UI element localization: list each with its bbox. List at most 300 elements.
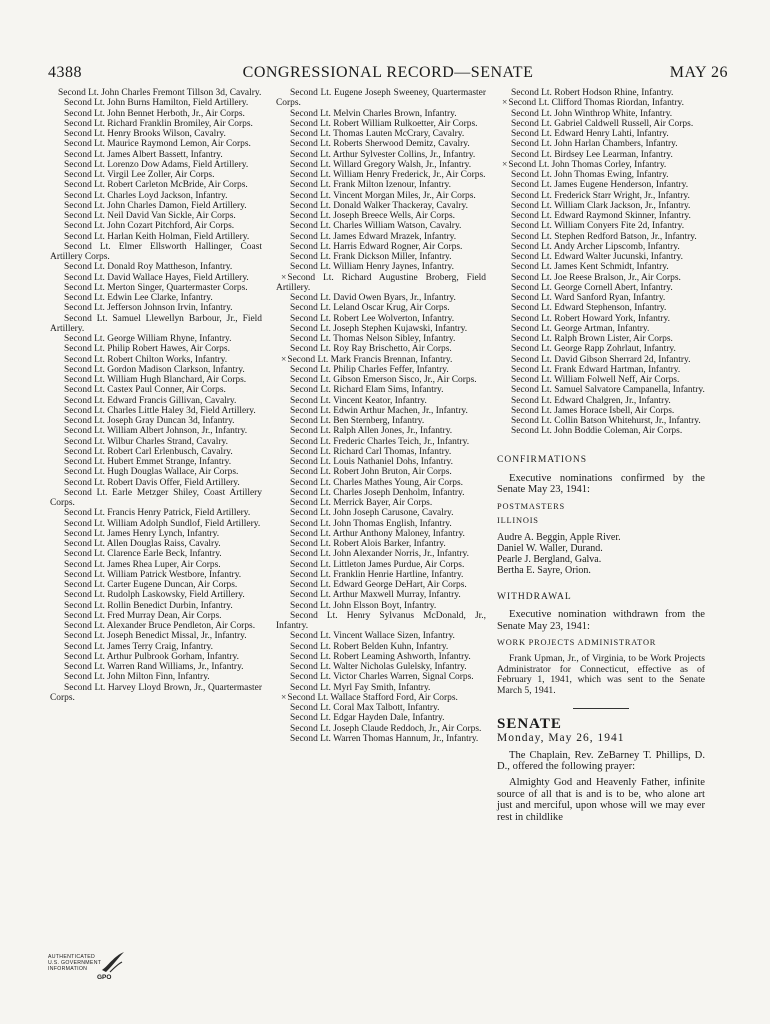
nomination-text: Second Lt. Fred Murray Dean, Air Corps. <box>64 610 222 621</box>
nomination-entry <box>276 365 486 375</box>
nomination-text: Second Lt. Eugene Joseph Sweeney, Quartermaster Corps. <box>276 88 486 109</box>
nomination-text: Second Lt. Joseph Benedict Missal, Jr., Infantry. <box>64 631 247 642</box>
nomination-text: Second Lt. Merrick Bayer, Air Corps. <box>290 498 433 508</box>
nomination-entry <box>497 426 705 436</box>
nomination-entry <box>276 232 486 242</box>
nomination-text: Second Lt. John Thomas English, Infantry. <box>290 518 452 529</box>
nomination-entry <box>497 211 705 221</box>
nomination-text: Second Lt. Alexander Bruce Pendleton, Air Corps. <box>64 621 256 631</box>
nomination-entry <box>276 426 486 436</box>
nomination-text: Second Lt. Robert Carl Erlenbusch, Cavalry. <box>64 446 233 457</box>
nomination-entry <box>50 273 262 283</box>
nomination-entry <box>50 98 262 108</box>
nomination-entry <box>276 109 486 119</box>
nomination-text: Second Lt. James Albert Bassett, Infantry. <box>64 149 223 160</box>
nomination-text: Second Lt. Charles Little Haley 3d, Field Artillery. <box>64 405 256 416</box>
nomination-text: Second Lt. Edward Walter Jucunski, Infantry. <box>511 252 683 262</box>
nomination-entry <box>276 549 486 559</box>
nomination-text: Second Lt. Earle Metzger Shiley, Coast Artillery Corps. <box>50 487 262 508</box>
nomination-text: Second Lt. Edward Henry Lahti, Infantry. <box>511 129 669 139</box>
nomination-entry <box>50 293 262 303</box>
nomination-entry <box>276 273 486 294</box>
nomination-text: Second Lt. Richard Augustine Broberg, Field Artillery. <box>276 272 486 293</box>
nomination-entry <box>497 160 705 170</box>
nomination-text: Second Lt. Robert William Rulkoetter, Air Corps. <box>290 118 478 129</box>
nomination-entry <box>50 283 262 293</box>
nomination-text: Second Lt. Robert Hodson Rhine, Infantry. <box>511 88 674 98</box>
page-header <box>48 64 728 86</box>
nomination-text: Second Lt. James Kent Schmidt, Infantry. <box>511 262 669 273</box>
nomination-text: Second Lt. Arthur Maxwell Murray, Infantry. <box>290 590 461 601</box>
nomination-entry <box>50 201 262 211</box>
nomination-entry <box>497 303 705 313</box>
nomination-text: Second Lt. Edwin Arthur Machen, Jr., Infantry. <box>290 405 468 416</box>
nomination-text: Second Lt. Harlan Keith Holman, Field Artillery. <box>64 231 250 242</box>
nomination-entry <box>50 437 262 447</box>
nomination-entry <box>276 344 486 354</box>
nomination-text: Second Lt. Franklin Henrie Hartline, Infantry. <box>290 569 464 580</box>
nomination-text: Second Lt. Arthur Sylvester Collins, Jr., Infantry. <box>290 149 476 160</box>
nomination-entry <box>497 139 705 149</box>
nomination-text: Second Lt. John Burns Hamilton, Field Artillery. <box>64 98 249 109</box>
nomination-text: Second Lt. Philip Charles Feffer, Infantry. <box>290 364 449 375</box>
nomination-text: Second Lt. Collin Batson Whitehurst, Jr., Infantry. <box>511 416 701 426</box>
nomination-text: Second Lt. Harris Edward Rogner, Air Corps. <box>290 241 463 252</box>
nomination-text: Second Lt. Coral Max Talbott, Infantry. <box>290 703 440 713</box>
nomination-entry <box>497 129 705 139</box>
nomination-text: Second Lt. Thomas Lauten McCrary, Cavalry. <box>290 129 465 139</box>
nomination-text: Second Lt. Charles Mathes Young, Air Corps. <box>290 477 464 488</box>
nomination-text: Second Lt. John Milton Finn, Infantry. <box>64 672 210 683</box>
nomination-entry <box>497 252 705 262</box>
nomination-text: Second Lt. Hubert Emmet Strange, Infantry. <box>64 457 232 467</box>
nomination-text: Second Lt. Neil David Van Sickle, Air Corps. <box>64 211 236 221</box>
column-middle <box>276 88 486 744</box>
nomination-text: Second Lt. Henry Brooks Wilson, Cavalry. <box>64 129 226 139</box>
postmaster-name: Audre A. Beggin, Apple River. <box>497 532 621 544</box>
nomination-text: Second Lt. Robert Davis Offer, Field Artillery. <box>64 477 240 488</box>
column-right-entries <box>497 88 705 437</box>
nomination-entry <box>50 355 262 365</box>
nomination-entry <box>497 201 705 211</box>
nomination-text: Second Lt. Edward Raymond Skinner, Infantry. <box>511 211 691 221</box>
nomination-text: Second Lt. William Albert Johnson, Jr., Infantry. <box>64 426 248 437</box>
nomination-entry <box>276 672 486 682</box>
nomination-entry <box>50 672 262 682</box>
nomination-text: Second Lt. Joseph Gray Duncan 3d, Infantry. <box>64 416 235 426</box>
eagle-icon <box>100 950 126 974</box>
nomination-text: Second Lt. Charles William Watson, Cavalry. <box>290 221 462 232</box>
nomination-entry <box>50 580 262 590</box>
nomination-entry <box>50 488 262 509</box>
check-mark-icon: × <box>502 98 508 109</box>
nomination-text: Second Lt. Richard Carl Thomas, Infantry. <box>290 446 452 457</box>
nomination-entry <box>50 334 262 344</box>
nomination-entry <box>497 375 705 385</box>
nomination-entry <box>50 406 262 416</box>
nomination-entry <box>497 406 705 416</box>
nomination-text: Second Lt. Leland Oscar Krug, Air Corps. <box>290 303 450 314</box>
nomination-text: Second Lt. Vincent Keator, Infantry. <box>290 395 427 406</box>
nomination-text: Second Lt. Warren Rand Williams, Jr., Infantry. <box>64 662 244 672</box>
nomination-text: Second Lt. Henry Sylvanus McDonald, Jr., Infantry. <box>276 610 486 631</box>
nomination-text: Second Lt. Ben Sternberg, Infantry. <box>290 416 425 426</box>
nomination-text: Second Lt. Richard Elam Sims, Infantry. <box>290 385 444 396</box>
senate-date: Monday, May 26, 1941 <box>497 732 625 745</box>
nomination-text: Second Lt. John Bennet Herboth, Jr., Air Corps. <box>64 108 245 119</box>
nomination-entry <box>276 652 486 662</box>
nomination-entry <box>50 221 262 231</box>
nomination-entry <box>276 519 486 529</box>
nomination-entry <box>276 713 486 723</box>
nomination-entry <box>50 191 262 201</box>
withdrawal-text: Frank Upman, Jr., of Virginia, to be Work Projects Administrator for Connecticut, effective as of February 1, 1941, which was sent to the Senate March 5, 1941. <box>497 653 705 696</box>
section-divider <box>573 708 629 709</box>
postmaster-list <box>497 532 705 576</box>
nomination-text: Second Lt. William Hugh Blanchard, Air Corps. <box>64 375 247 385</box>
nomination-entry <box>276 498 486 508</box>
nomination-entry <box>50 262 262 272</box>
nomination-text: Second Lt. Littleton James Purdue, Air Corps. <box>290 559 465 570</box>
nomination-text: Second Lt. Edward Chalgren, Jr., Infantry. <box>511 395 671 406</box>
nomination-entry <box>50 508 262 518</box>
nomination-entry <box>497 385 705 395</box>
nomination-text: Second Lt. Frederick Starr Wright, Jr., Infantry. <box>511 190 690 201</box>
nomination-text: Second Lt. Roy Ray Brischetto, Air Corps. <box>290 344 452 355</box>
nomination-entry <box>50 447 262 457</box>
nomination-entry <box>50 539 262 549</box>
nomination-text: Second Lt. William Patrick Westbore, Infantry. <box>64 569 242 580</box>
nomination-text: Second Lt. Arthur Anthony Maloney, Infantry. <box>290 528 465 539</box>
nomination-entry <box>276 447 486 457</box>
nomination-text: Second Lt. Castex Paul Conner, Air Corps. <box>64 385 226 396</box>
nomination-text: Second Lt. Elmer Ellsworth Hallinger, Coast Artillery Corps. <box>50 241 262 262</box>
postmaster-name: Daniel W. Waller, Durand. <box>497 543 603 555</box>
nomination-entry <box>497 293 705 303</box>
check-mark-icon: × <box>281 692 287 703</box>
nomination-entry <box>497 180 705 190</box>
nomination-entry <box>50 570 262 580</box>
nomination-entry <box>50 129 262 139</box>
nomination-entry <box>50 611 262 621</box>
nomination-text: Second Lt. Robert Howard York, Infantry. <box>511 313 671 324</box>
nomination-entry <box>50 375 262 385</box>
nomination-text: Second Lt. Joseph Stephen Kujawski, Infantry. <box>290 323 468 334</box>
nomination-text: Second Lt. Robert Leaming Ashworth, Infantry. <box>290 651 471 662</box>
nomination-entry <box>497 324 705 334</box>
nomination-entry <box>497 262 705 272</box>
nomination-text: Second Lt. Joseph Claude Reddoch, Jr., Air Corps. <box>290 723 482 734</box>
nomination-text: Second Lt. Harvey Lloyd Brown, Jr., Quartermaster Corps. <box>50 682 262 703</box>
nomination-entry <box>276 611 486 632</box>
nomination-entry <box>497 334 705 344</box>
nomination-text: Second Lt. Edwin Lee Clarke, Infantry. <box>64 293 213 303</box>
confirmations-intro: Executive nominations confirmed by the Senate May 23, 1941: <box>497 472 705 496</box>
nomination-text: Second Lt. Jefferson Johnson Irvin, Infantry. <box>64 303 233 314</box>
withdrawal-intro: Executive nomination withdrawn from the Senate May 23, 1941: <box>497 609 705 632</box>
nomination-text: Second Lt. Thomas Nelson Sibley, Infantry. <box>290 334 456 344</box>
nomination-entry <box>276 170 486 180</box>
nomination-text: Second Lt. John Boddie Coleman, Air Corps. <box>511 426 683 437</box>
nomination-text: Second Lt. James Eugene Henderson, Infantry. <box>511 180 689 191</box>
nomination-text: Second Lt. William Conyers Fite 2d, Infantry. <box>511 221 685 232</box>
prayer-paragraph: Almighty God and Heavenly Father, infinite source of all that is and is to be, who alone art just and merciful, upon whose will we may ever rest in childlike <box>497 777 705 823</box>
nomination-entry <box>276 355 486 365</box>
nomination-entry <box>50 365 262 375</box>
nomination-text: Second Lt. Robert John Bruton, Air Corps. <box>290 467 452 478</box>
nomination-entry <box>276 662 486 672</box>
nomination-text: Second Lt. Wilbur Charles Strand, Cavalry. <box>64 436 228 447</box>
nomination-entry <box>276 683 486 693</box>
nomination-text: Second Lt. Edward George DeHart, Air Corps. <box>290 580 467 590</box>
nomination-entry <box>50 344 262 354</box>
nomination-entry <box>276 590 486 600</box>
nomination-entry <box>497 355 705 365</box>
nomination-entry <box>276 488 486 498</box>
check-mark-icon: × <box>281 272 287 283</box>
nomination-entry <box>276 467 486 477</box>
nomination-text: Second Lt. Robert Lee Wolverton, Infantry. <box>290 313 455 324</box>
nomination-text: Second Lt. William Clark Jackson, Jr., Infantry. <box>511 200 691 211</box>
nomination-text: Second Lt. Arthur Pulbrook Gorham, Infantry. <box>64 651 239 662</box>
nomination-entry <box>50 88 262 98</box>
nomination-entry <box>276 570 486 580</box>
gpo-logo-text: AUTHENTICATED U.S. GOVERNMENT INFORMATION <box>48 954 102 972</box>
nomination-text: Second Lt. Joseph Breece Wells, Air Corps. <box>290 211 455 221</box>
nomination-text: Second Lt. Edward Stephenson, Infantry. <box>511 303 667 314</box>
nomination-text: Second Lt. David Owen Byars, Jr., Infantry. <box>290 293 456 303</box>
check-mark-icon: × <box>502 159 508 170</box>
gpo-mark: GPO <box>97 974 112 981</box>
nomination-text: Second Lt. James Henry Lynch, Infantry. <box>64 528 220 539</box>
nomination-text: Second Lt. Carter Eugene Duncan, Air Corps. <box>64 580 238 590</box>
nomination-entry <box>497 119 705 129</box>
nomination-text: Second Lt. Victor Charles Warren, Signal Corps. <box>290 672 474 683</box>
nomination-text: Second Lt. Frederic Charles Teich, Jr., Infantry. <box>290 436 470 447</box>
nomination-entry <box>276 580 486 590</box>
nomination-entry <box>276 724 486 734</box>
nomination-text: Second Lt. Mark Francis Brennan, Infantry. <box>287 354 453 365</box>
nomination-entry <box>497 98 705 108</box>
nomination-entry <box>276 601 486 611</box>
nomination-text: Second Lt. Clifford Thomas Riordan, Infantry. <box>508 98 685 109</box>
nomination-text: Second Lt. Gordon Madison Clarkson, Infantry. <box>64 364 245 375</box>
nomination-entry <box>50 426 262 436</box>
nomination-text: Second Lt. George Rapp Zohrlaut, Infantry. <box>511 344 676 355</box>
gpo-authentication-logo <box>48 948 138 988</box>
nomination-entry <box>50 560 262 570</box>
nomination-entry <box>276 508 486 518</box>
nomination-entry <box>276 457 486 467</box>
nomination-entry <box>276 416 486 426</box>
nomination-entry <box>276 375 486 385</box>
nomination-text: Second Lt. Robert Carleton McBride, Air Corps. <box>64 180 248 191</box>
nomination-text: Second Lt. Allen Douglas Raiss, Cavalry. <box>64 539 221 549</box>
nomination-text: Second Lt. Gabriel Caldwell Russell, Air Corps. <box>511 118 694 129</box>
nomination-entry <box>276 252 486 262</box>
nomination-entry <box>50 150 262 160</box>
nomination-text: Second Lt. Donald Roy Mattheson, Infantry. <box>64 262 233 273</box>
nomination-text: Second Lt. Warren Thomas Hannum, Jr., Infantry. <box>290 733 479 744</box>
nomination-entry <box>276 734 486 744</box>
nomination-text: Second Lt. Vincent Wallace Sizen, Infantry. <box>290 631 455 642</box>
nomination-text: Second Lt. Ward Sanford Ryan, Infantry. <box>511 293 666 303</box>
nomination-text: Second Lt. Clarence Earle Beck, Infantry. <box>64 549 222 560</box>
nomination-entry <box>50 590 262 600</box>
nomination-entry <box>497 170 705 180</box>
nomination-text: Second Lt. James Edward Mrazek, Infantry. <box>290 231 457 242</box>
nomination-text: Second Lt. John Harlan Chambers, Infantry. <box>511 139 678 150</box>
nomination-text: Second Lt. Samuel Llewellyn Barbour, Jr., Field Artillery. <box>50 313 262 334</box>
column-right <box>497 88 705 823</box>
nomination-text: Second Lt. Stephen Redford Batson, Jr., Infantry. <box>511 231 697 242</box>
nomination-entry <box>276 88 486 109</box>
nomination-text: Second Lt. William Folwell Neff, Air Corps. <box>511 375 680 385</box>
nomination-text: Second Lt. William Adolph Sundlof, Field Artillery. <box>64 518 261 529</box>
nomination-text: Second Lt. Myrl Fay Smith, Infantry. <box>290 682 431 693</box>
nomination-text: Second Lt. Frank Dickson Miller, Infantry. <box>290 252 452 262</box>
nomination-text: Second Lt. Merton Singer, Quartermaster Corps. <box>64 282 248 293</box>
nomination-entry <box>497 365 705 375</box>
nomination-text: Second Lt. Edgar Hayden Dale, Infantry. <box>290 713 445 724</box>
nomination-text: Second Lt. David Gibson Sherrard 2d, Infantry. <box>511 354 691 365</box>
nomination-entry <box>50 642 262 652</box>
nomination-text: Second Lt. John Thomas Corley, Infantry. <box>508 159 667 170</box>
nomination-text: Second Lt. John Charles Fremont Tillson 3d, Cavalry. <box>58 88 262 98</box>
nomination-entry <box>276 129 486 139</box>
nomination-entry <box>50 549 262 559</box>
postmasters-subheading: POSTMASTERS <box>497 501 565 511</box>
nomination-text: Second Lt. Frank Edward Hartman, Infantry. <box>511 364 681 375</box>
nomination-text: Second Lt. Charles Joseph Denholm, Infantry. <box>290 487 465 498</box>
nomination-text: Second Lt. Melvin Charles Brown, Infantry. <box>290 108 457 119</box>
nomination-entry <box>497 232 705 242</box>
nomination-text: Second Lt. Edward Francis Gillivan, Cavalry. <box>64 395 237 406</box>
nomination-entry <box>50 385 262 395</box>
nomination-text: Second Lt. Ralph Brown Lister, Air Corps. <box>511 334 673 344</box>
nomination-text: Second Lt. Birdsey Lee Learman, Infantry. <box>511 149 673 160</box>
nomination-text: Second Lt. George Artman, Infantry. <box>511 323 650 334</box>
nomination-entry <box>276 303 486 313</box>
nomination-entry <box>497 191 705 201</box>
publication-title: CONGRESSIONAL RECORD—SENATE <box>242 64 534 81</box>
nomination-entry <box>50 109 262 119</box>
nomination-text: Second Lt. Donald Walker Thackeray, Cavalry. <box>290 200 468 211</box>
nomination-entry <box>276 324 486 334</box>
nomination-entry <box>276 396 486 406</box>
nomination-entry <box>276 180 486 190</box>
nomination-text: Second Lt. Philip Robert Hawes, Air Corps. <box>64 344 230 355</box>
nomination-entry <box>497 416 705 426</box>
column-left <box>50 88 262 703</box>
nomination-text: Second Lt. Robert Belden Kuhn, Infantry. <box>290 641 449 652</box>
nomination-entry <box>50 211 262 221</box>
nomination-text: Second Lt. Joe Reese Bralson, Jr., Air Corps. <box>511 272 681 283</box>
nomination-entry <box>497 109 705 119</box>
nomination-entry <box>276 119 486 129</box>
nomination-entry <box>276 642 486 652</box>
nomination-entry <box>276 242 486 252</box>
nomination-text: Second Lt. Ralph Allen Jones, Jr., Infantry. <box>290 426 453 437</box>
nomination-entry <box>276 560 486 570</box>
nomination-text: Second Lt. Francis Henry Patrick, Field Artillery. <box>64 508 251 519</box>
nomination-text: Second Lt. John Elsson Boyt, Infantry. <box>290 600 437 611</box>
nomination-entry <box>50 160 262 170</box>
nomination-text: Second Lt. George William Rhyne, Infantry. <box>64 334 232 344</box>
nomination-entry <box>276 478 486 488</box>
nomination-entry <box>50 478 262 488</box>
nomination-text: Second Lt. Willard Gregory Walsh, Jr., Infantry. <box>290 159 472 170</box>
nomination-text: Second Lt. Charles Loyd Jackson, Infantry. <box>64 190 228 201</box>
nomination-entry <box>497 314 705 324</box>
nomination-text: Second Lt. Lorenzo Dow Adams, Field Artillery. <box>64 159 249 170</box>
nomination-entry <box>50 457 262 467</box>
nomination-text: Second Lt. Frank Milton Izenour, Infantry. <box>290 180 451 191</box>
nomination-entry <box>50 242 262 263</box>
nomination-entry <box>276 150 486 160</box>
nomination-entry <box>276 314 486 324</box>
postmaster-name: Pearle J. Bergland, Galva. <box>497 554 602 566</box>
nomination-entry <box>276 631 486 641</box>
nomination-entry <box>497 221 705 231</box>
withdrawal-heading: WITHDRAWAL <box>497 592 572 603</box>
nomination-entry <box>497 273 705 283</box>
nomination-text: Second Lt. John Cozart Pitchford, Air Corps. <box>64 221 235 232</box>
nomination-text: Second Lt. John Winthrop White, Infantry. <box>511 108 673 119</box>
nomination-entry <box>276 160 486 170</box>
nomination-text: Second Lt. Robert Alois Barker, Infantry. <box>290 539 446 549</box>
nomination-text: Second Lt. William Henry Frederick, Jr., Air Corps. <box>290 170 486 180</box>
nomination-text: Second Lt. Robert Chilton Works, Infantry. <box>64 354 228 365</box>
nomination-entry <box>50 601 262 611</box>
nomination-text: Second Lt. John Thomas Ewing, Infantry. <box>511 170 669 180</box>
nomination-entry <box>50 139 262 149</box>
nomination-text: Second Lt. Louis Nathaniel Dohs, Infantry. <box>290 457 453 467</box>
nomination-entry <box>50 314 262 335</box>
nomination-entry <box>50 416 262 426</box>
nomination-entry <box>276 539 486 549</box>
nomination-text: Second Lt. Samuel Salvatore Campanella, Infantry. <box>511 385 705 396</box>
nomination-entry <box>50 180 262 190</box>
nomination-text: Second Lt. James Rhea Luper, Air Corps. <box>64 559 221 570</box>
nomination-text: Second Lt. John Alexander Norris, Jr., Infantry. <box>290 549 469 560</box>
nomination-entry <box>276 406 486 416</box>
nomination-text: Second Lt. Gibson Emerson Sisco, Jr., Air Corps. <box>290 375 477 385</box>
state-subheading: ILLINOIS <box>497 515 539 525</box>
nomination-entry <box>497 283 705 293</box>
nomination-entry <box>50 232 262 242</box>
nomination-entry <box>50 652 262 662</box>
nomination-entry <box>50 529 262 539</box>
nomination-entry <box>497 88 705 98</box>
nomination-entry <box>497 396 705 406</box>
nomination-entry <box>276 703 486 713</box>
nomination-text: Second Lt. James Horace Isbell, Air Corps. <box>511 405 675 416</box>
nomination-entry <box>276 201 486 211</box>
nomination-text: Second Lt. John Joseph Carusone, Cavalry. <box>290 508 454 519</box>
nomination-text: Second Lt. James Terry Craig, Infantry. <box>64 641 213 652</box>
nomination-entry <box>276 529 486 539</box>
nomination-text: Second Lt. David Wallace Hayes, Field Artillery. <box>64 272 249 283</box>
nomination-entry <box>50 170 262 180</box>
senate-heading: SENATE <box>497 716 562 732</box>
nomination-entry <box>276 437 486 447</box>
nomination-entry <box>497 344 705 354</box>
nomination-entry <box>276 693 486 703</box>
nomination-entry <box>497 242 705 252</box>
nomination-entry <box>50 119 262 129</box>
nomination-entry <box>50 396 262 406</box>
